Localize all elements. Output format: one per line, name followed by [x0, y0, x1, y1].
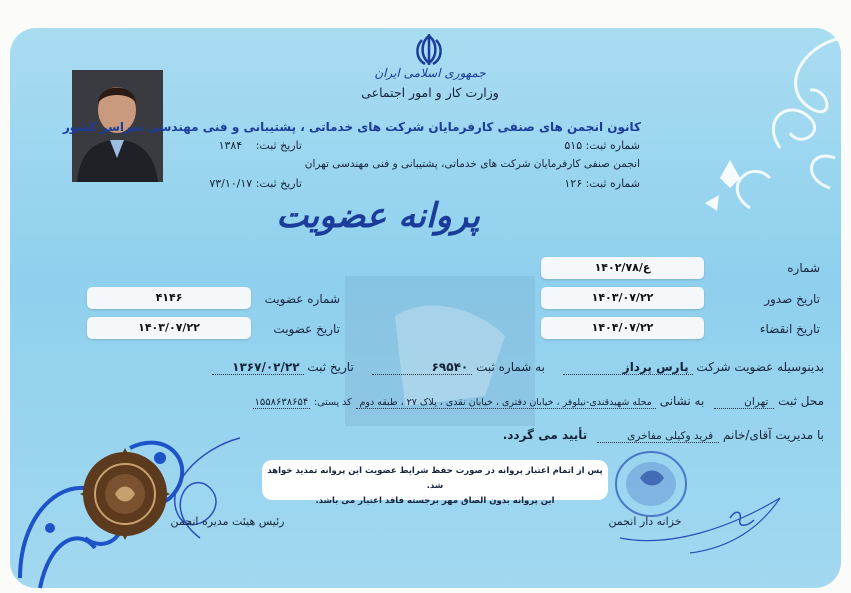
certificate-card — [10, 28, 841, 588]
expiry-date-field: ۱۴۰۴/۰۷/۲۲ — [541, 317, 704, 339]
postal-code: ۱۵۵۸۶۳۸۶۵۴ — [254, 397, 309, 408]
issue-date-label: تاریخ صدور — [764, 292, 820, 306]
registration-number-2: شماره ثبت: ۱۲۶ — [564, 177, 640, 190]
treasurer-signature-icon — [610, 458, 790, 558]
company-name: پارس پرداز — [563, 360, 693, 375]
body-line-2: محل ثبت تهران به نشانی محله شهیدقندی-نیلوفر ، خیابان دفتری ، خیابان نقدی ، پلاک ۲۷ ، طبقه دوم کد پستی: ۱۵۵۸۶۳۸۶۵۴ — [254, 394, 824, 408]
ministry-text: وزارت کار و امور اجتماعی — [361, 85, 499, 100]
treasurer-label: خزانه دار انجمن — [608, 515, 682, 528]
republic-text: جمهوری اسلامی ایران — [374, 66, 486, 80]
expiry-date-label: تاریخ انقضاء — [759, 322, 820, 336]
number-label: شماره — [787, 261, 820, 275]
manager-name: فرید وکیلی مفاخری — [597, 430, 719, 443]
membership-date-field: ۱۴۰۳/۰۷/۲۲ — [87, 317, 251, 339]
certificate-title: پروانه عضویت — [276, 196, 480, 236]
organization-name: کانون انجمن های صنفی کارفرمایان شرکت های خدماتی ، پشتیبانی و فنی مهندسی سراسر کشور — [62, 120, 641, 134]
company-registration-number: ۶۹۵۴۰ — [372, 360, 473, 375]
company-registration-date: ۱۳۶۷/۰۲/۲۲ — [212, 360, 303, 375]
notice-box — [262, 460, 608, 506]
membership-number-label: شماره عضویت — [264, 292, 340, 306]
number-field: ۱۴۰۲/ع/۷۸ — [541, 257, 704, 279]
body-line-3: با مدیریت آقای/خانم فرید وکیلی مفاخری تأیید می گردد. — [502, 428, 824, 442]
floral-ornament-icon — [660, 28, 841, 258]
company-address: محله شهیدقندی-نیلوفر ، خیابان دفتری ، خیابان نقدی ، پلاک ۲۷ ، طبقه دوم — [356, 397, 656, 409]
notice-line-1: پس از اتمام اعتبار پروانه در صورت حفظ شرایط عضویت این پروانه تمدید خواهد شد. — [267, 466, 603, 491]
board-head-signature-icon — [140, 428, 270, 558]
notice-line-2: این پروانه بدون الصاق مهر برجسته فاقد اعتبار می باشد. — [315, 496, 555, 506]
membership-date-label: تاریخ عضویت — [273, 322, 340, 336]
board-head-label: رئیس هیئت مدیره انجمن — [170, 515, 285, 528]
membership-number-field: ۴۱۴۶ — [87, 287, 251, 309]
registration-number-1: شماره ثبت: ۵۱۵ — [564, 139, 640, 152]
registration-date-2: تاریخ ثبت: ۷۳/۱۰/۱۷ — [209, 177, 302, 190]
sub-organization: انجمن صنفی کارفرمایان شرکت های خدماتی، پشتیبانی و فنی مهندسی تهران — [304, 158, 640, 170]
registration-date-1: تاریخ ثبت: ۱۳۸۴ — [218, 139, 302, 152]
iran-emblem-icon — [414, 32, 444, 66]
issue-date-field: ۱۴۰۳/۰۷/۲۲ — [541, 287, 704, 309]
body-line-1: بدینوسیله عضویت شرکت پارس پرداز به شماره ثبت ۶۹۵۴۰ تاریخ ثبت ۱۳۶۷/۰۲/۲۲ — [104, 360, 824, 374]
registration-place: تهران — [714, 396, 774, 409]
